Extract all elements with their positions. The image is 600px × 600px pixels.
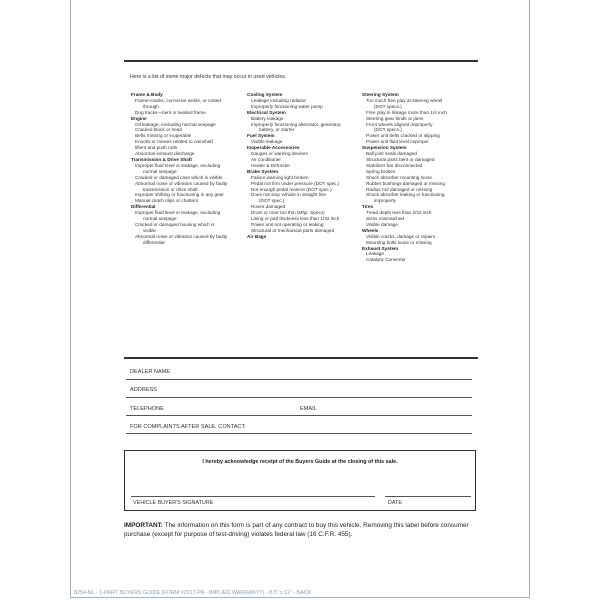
defect-item: Catalytic Converter [366, 257, 406, 263]
defect-item: Air conditioner [251, 156, 281, 162]
defect-item: Improper fluid level or leakage, excluding [135, 162, 221, 168]
dealer-name-label: DEALER NAME [130, 369, 171, 375]
defect-item: Stabilizer bar disconnected [366, 162, 423, 168]
defect-item: Battery leakage [251, 115, 284, 121]
section-heading: Transmission & Drive Shaft [131, 156, 192, 162]
section-heading: Engine [131, 115, 147, 121]
address-label: ADDRESS [130, 387, 158, 393]
defect-item: Hoses damaged [251, 204, 286, 210]
defect-item: Structural parts bent or damaged [366, 156, 435, 162]
defect-item: differential [143, 239, 165, 245]
telephone-email-line[interactable] [126, 415, 472, 416]
section-heading: Electrical System [247, 109, 286, 115]
middle-rule [124, 357, 478, 359]
defect-item: Cracked block or head [135, 127, 182, 133]
acknowledgement-text: I hereby acknowledge receipt of the Buyers Guide at the closing of this sale. [202, 459, 398, 465]
defects-column-1 [131, 92, 251, 246]
section-heading: Tires [362, 204, 374, 210]
defect-item: Free play in linkage more than 1/4 inch [366, 109, 447, 115]
section-heading: Steering System [362, 92, 399, 97]
defect-item: Visible leakage [251, 139, 283, 145]
defect-item: Improper fluid level or leakage, excluding [135, 210, 221, 216]
defect-item: Lining or pad thickness less than 1/32 inch [251, 216, 340, 222]
section-heading: Differential [131, 204, 156, 210]
defect-item: Oil leakage, excluding normal seepage [135, 121, 216, 127]
signature-line[interactable] [131, 496, 375, 497]
defect-item: Power unit belts cracked or slipping [366, 133, 440, 139]
email-label: EMAIL [300, 406, 317, 412]
section-heading: Inoperable Accessories [247, 145, 300, 151]
defect-item: Radius rod damaged or missing [366, 186, 433, 192]
intro-text: Here is a list of some major defects that may occur in used vehicles. [130, 74, 287, 80]
defect-item: Not enough pedal reserve (DOT spec.) [251, 186, 332, 192]
important-notice [124, 522, 480, 539]
defect-item: Abnormal noise or vibration caused by faulty [135, 233, 228, 239]
date-label: DATE [388, 500, 402, 506]
complaints-label: FOR COMPLAINTS AFTER SALE, CONTACT: [130, 424, 246, 430]
defect-item: Leakage [366, 251, 384, 257]
defect-item: Shock absorber mounting loose [366, 174, 432, 180]
defect-item: Dog tracks—bent or twisted frame [135, 109, 206, 115]
dealer-name-line[interactable] [126, 379, 472, 380]
defect-item: (DOT specs.) [374, 103, 402, 109]
section-heading: Fuel System [247, 133, 275, 139]
telephone-label: TELEPHONE [130, 406, 164, 412]
defect-item: Tread depth less than 2/32 inch [366, 210, 432, 216]
complaints-line[interactable] [126, 433, 472, 434]
section-heading: Suspension System [362, 145, 407, 151]
important-label: IMPORTANT: [124, 522, 163, 529]
defect-item: Pedal not firm under pressure (DOT spec.) [251, 180, 340, 186]
defect-item: Too much free play at steering wheel [366, 97, 443, 103]
defect-item: Visible cracks, damage or repairs [366, 233, 436, 239]
defect-item: improperly [374, 198, 396, 204]
defect-item: Shock absorber leaking or functioning [366, 192, 445, 198]
defect-item: lifters and push rods [135, 145, 178, 151]
date-line[interactable] [385, 496, 471, 497]
section-heading: Wheels [362, 227, 379, 233]
defect-item: Mounting bolts loose or missing [366, 239, 432, 245]
defect-item: Front wheels aligned improperly [366, 121, 433, 127]
defect-item: (DOT specs.) [374, 127, 402, 133]
defect-item: Structural or mechanical parts damaged [251, 227, 335, 233]
defect-item: (DOT spec.) [259, 198, 285, 204]
defect-item: Spring broken [366, 168, 396, 174]
defect-item: battery, or starter [259, 127, 295, 133]
defect-item: Steering gear binds or jams [366, 115, 424, 121]
defect-item: through [143, 103, 159, 109]
defect-item: Heater & Defroster [251, 162, 291, 168]
defect-item: Power unit fluid level improper [366, 139, 429, 145]
defect-item: Sizes mismatched [366, 216, 405, 222]
defect-item: normal seepage [143, 168, 177, 174]
defect-item: visible [143, 227, 157, 233]
section-heading: Exhaust System [362, 245, 399, 251]
section-heading: Air Bags [247, 233, 267, 239]
defect-item: Manual clutch slips or chatters [135, 198, 199, 204]
defect-item: transmission or drive shaft [143, 186, 198, 192]
defect-item: Ball joint seals damaged [366, 151, 417, 157]
defect-item: Cracked or damaged case which is visible [135, 174, 223, 180]
defect-item: Improperly functioning water pump [251, 103, 323, 109]
defect-item: Improper shifting or functioning in any gear [135, 192, 224, 198]
defect-item: Improperly functioning alternator, generator, [251, 121, 342, 127]
defect-item: Leakage including radiator [251, 97, 306, 103]
defect-item: Power unit not operating or leaking [251, 221, 324, 227]
defects-column-2 [247, 92, 362, 240]
defects-column-3 [362, 92, 480, 263]
address-line[interactable] [126, 397, 472, 398]
defect-item: Does not stop vehicle in straight line [251, 192, 327, 198]
defect-item: Gauges or warning devices [251, 151, 308, 157]
important-text: The information on this form is part of any contract to buy this vehicle. Removing this label before consumer purchase (except for purpose of test-driving) violates federal law (16 C.F.R. 455). [124, 522, 469, 538]
section-heading: Brake System [247, 168, 279, 174]
top-rule [124, 60, 478, 62]
acknowledgement-box [124, 450, 476, 511]
defect-item: Knocks or misses related to camshaft [135, 139, 213, 145]
defect-item: Drum or rotor too thin (Mfgr. Specs) [251, 210, 325, 216]
defect-item: Abnormal noise or vibration caused by faulty [135, 180, 228, 186]
defect-item: Cracked or damaged housing which is [135, 221, 215, 227]
defect-item: Rubber bushings damaged or missing [366, 180, 445, 186]
defect-item: Belts missing or inoperable [135, 133, 192, 139]
footer-text: 8254-NL - 1-PART BUYERS GUIDE (FORM #2017-PA - IMPLIED WARRANTY) - 8.5" x 11" - BACK [74, 590, 312, 596]
defect-item: Frame-cracks, corrective welds, or rusted [135, 97, 221, 103]
section-heading: Frame & Body [131, 92, 163, 97]
defect-item: Abnormal exhaust discharge [135, 151, 195, 157]
section-heading: Cooling System [247, 92, 283, 97]
signature-label: VEHICLE BUYER'S SIGNATURE [133, 500, 214, 506]
defect-item: normal seepage [143, 216, 177, 222]
defect-item: Visible damage [366, 221, 398, 227]
defect-item: Failure warning light broken [251, 174, 309, 180]
